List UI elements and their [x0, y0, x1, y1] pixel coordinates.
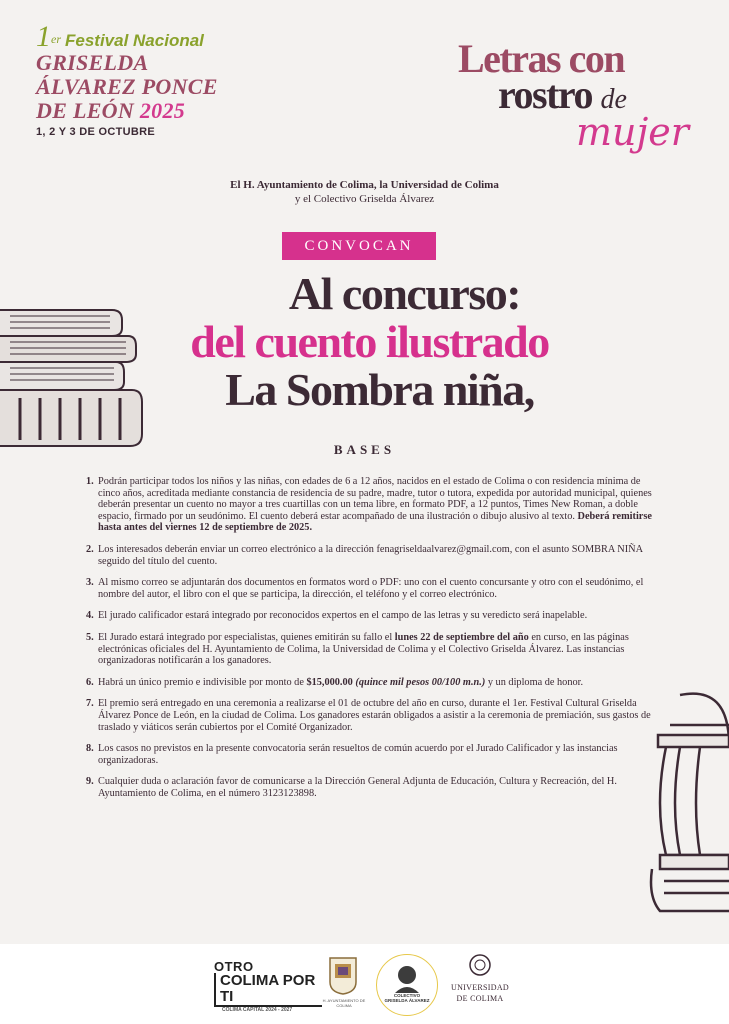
brand-logo — [458, 36, 698, 154]
institutions-line1: El H. Ayuntamiento de Colima, la Universidad de Colima — [230, 179, 499, 191]
convocan-badge: CONVOCAN — [282, 232, 436, 260]
institutions-text — [0, 178, 729, 206]
bases-heading: BASES — [333, 442, 396, 457]
list-item: 1. Podrán participar todos los niños y las niñas, con edades de 6 a 12 años, nacidos en el estado de Colima o con residencia mínima de cinco años, acreditada mediante constancia de residencia de su padre, madre, tutor o tutora, expedida por autoridad municipal, quienes deberán presentar un cuento no mayor a tres cuartillas con un tema libre, en formato PDF, a 12 puntos, Times New Roman, a doble espacio, firmado por un seudónimo. El cuento deberá estar acompañado de una ilustración o dibujo alusivo al texto. Deberá remitirse hasta antes del viernes 12 de septiembre de 2025. — [86, 476, 652, 534]
list-item: 3. Al mismo correo se adjuntarán dos documentos en formatos word o PDF: uno con el cuento concursante y otro con el seudónimo, el nombre del autor, el libro con el que se participa, la dirección, el teléfono y el correo electrónico. — [86, 577, 644, 600]
brand-line2: rostro de — [498, 72, 627, 117]
brand-line3: mujer — [576, 110, 689, 154]
festival-name-line4: DE LEÓN 2025 — [36, 98, 186, 123]
festival-year: 2025 — [139, 98, 186, 123]
list-item: 2. Los interesados deberán enviar un correo electrónico a la dirección fenagriseldaalvarez@gmail.com, con el asunto SOMBRA NIÑA seguido del título del cuento. — [86, 543, 643, 567]
festival-dates: 1, 2 Y 3 DE OCTUBRE — [36, 126, 155, 138]
portrait-icon — [377, 955, 437, 993]
list-item: 6. Habrá un único premio e indivisible por monto de $15,000.00 (quince mil pesos 00/100 m.n.) y un diploma de honor. — [86, 676, 584, 688]
festival-ordinal: 1er — [36, 20, 61, 53]
colima-crest-icon — [328, 956, 358, 996]
books-stack-icon — [0, 306, 150, 456]
festival-name-line3: ÁLVAREZ PONCE — [36, 74, 218, 99]
list-item: 7. El premio será entregado en una ceremonia a realizarse el 01 de octubre del año en curso, durante el 1er. Festival Cultural Griselda Álvarez Ponce de León, en la ciudad de Colima. Los ganadores estarán obligados a asistir a la ceremonia de premiación, sus gastos de traslado y viáticos serán cubiertos por el Comité Organizador. — [86, 698, 651, 733]
otro-colima-logo: OTRO COLIMA POR TI COLIMA CAPITAL 2024 - 2027 — [214, 960, 322, 1008]
bases-list — [86, 476, 656, 809]
list-item: 9. Cualquier duda o aclaración favor de comunicarse a la Dirección General Adjunta de Educación, Cultura y Recreación, del H. Ayuntamiento de Colima, en el número 3123123898. — [86, 776, 617, 799]
festival-name-line1: Festival Nacional — [65, 31, 204, 50]
list-item: 5. El Jurado estará integrado por especialistas, quienes emitirán su fallo el lunes 22 de septiembre del año en curso, en las páginas electrónicas oficiales del H. Ayuntamiento de Colima, la Universidad de Colima y el Colectivo Griselda Álvarez. Las instancias organizadoras notificarán a los ganadores. — [86, 631, 629, 667]
brand-line1: Letras con — [458, 36, 625, 81]
festival-name-line2: GRISELDA — [36, 50, 149, 75]
footer-logos — [0, 944, 729, 1024]
oil-lantern-icon — [640, 685, 729, 925]
institutions-line2: y el Colectivo Griselda Álvarez — [294, 193, 435, 205]
universidad-colima-logo: UNIVERSIDAD DE COLIMA — [448, 954, 512, 1003]
colectivo-logo: COLECTIVO GRISELDA ÁLVAREZ — [376, 954, 438, 1016]
crest-label: H. AYUNTAMIENTO DE COLIMA — [322, 998, 366, 1008]
list-item: 4. El jurado calificador estará integrado por reconocidos expertos en el campo de las letras y su veredicto será inapelable. — [86, 610, 588, 622]
festival-header — [36, 20, 218, 138]
brand-line2-de: de — [600, 84, 627, 115]
title-line2: del cuento ilustrado — [190, 316, 549, 367]
university-seal-icon — [469, 954, 491, 976]
title-line3: La Sombra niña, — [225, 364, 534, 415]
title-line1: Al concurso: — [288, 268, 521, 319]
list-item: 8. Los casos no previstos en la presente convocatoria serán resueltos de común acuerdo por el Jurado Calificador y las instancias organizadoras. — [86, 743, 618, 766]
